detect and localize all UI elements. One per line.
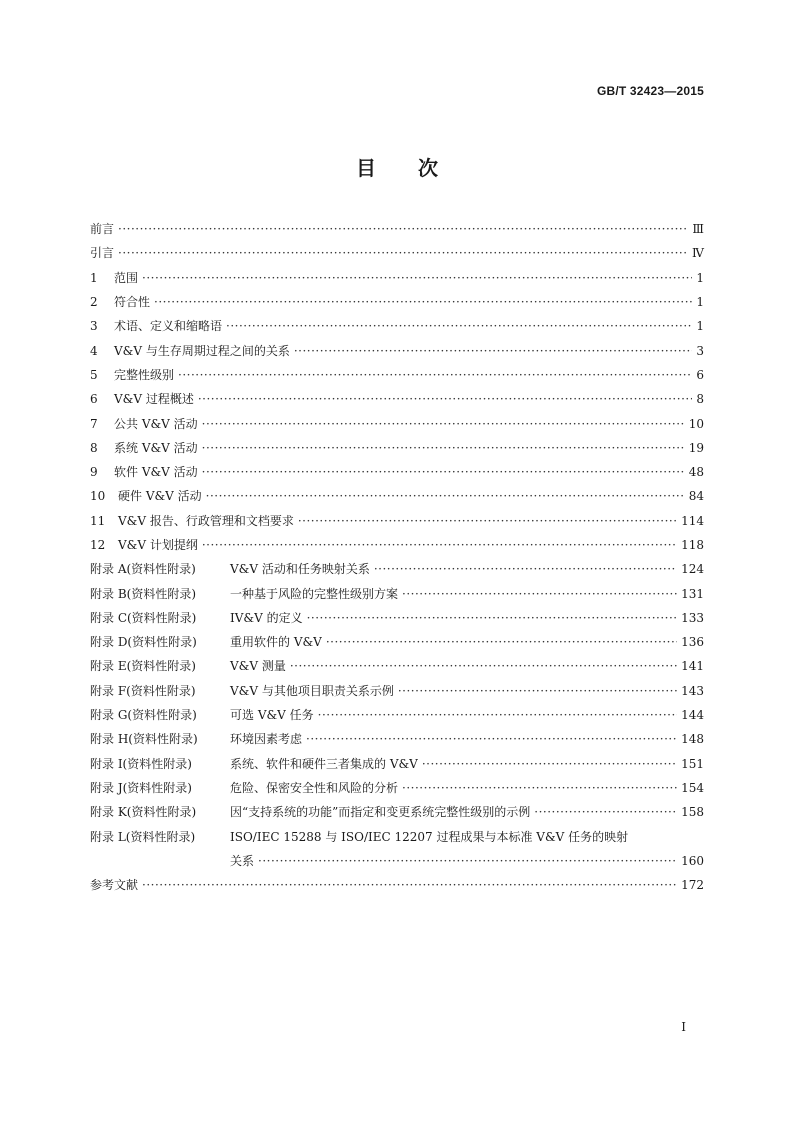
toc-appendix-h[interactable] [90, 727, 704, 751]
toc-entry-label: 引言 [90, 246, 115, 261]
toc-entry-label: V&V 报告、行政管理和文档要求 [118, 513, 294, 528]
toc-entry-label: 参考文献 [90, 878, 139, 893]
toc-entry-label: 软件 V&V 活动 [114, 465, 198, 480]
toc-entry-9[interactable] [90, 460, 704, 484]
toc-entry-page: 10 [688, 416, 704, 431]
toc-leader-dots [206, 489, 685, 503]
toc-leader-dots [142, 878, 677, 892]
toc-entry-page: 141 [681, 659, 704, 674]
appendix-label: 重用软件的 V&V [230, 635, 322, 650]
appendix-prefix: 附录 K(资料性附录) [90, 805, 197, 820]
toc-entry-12[interactable] [90, 533, 704, 557]
toc-leader-dots [202, 441, 685, 455]
toc-appendix-d[interactable] [90, 630, 704, 654]
title-char-1: 目 [356, 156, 376, 180]
toc-entry-number: 4 [90, 343, 98, 358]
toc-entry-page: 48 [688, 465, 704, 480]
appendix-prefix: 附录 L(资料性附录) [90, 830, 196, 845]
toc-entry-number: 1 [90, 270, 98, 285]
toc-leader-dots [294, 344, 693, 358]
toc-entry-page: 8 [696, 392, 704, 407]
toc-appendix-f[interactable] [90, 679, 704, 703]
appendix-label: V&V 测量 [230, 659, 286, 674]
toc-entry-page: 133 [681, 610, 704, 625]
toc-entry-page: 151 [681, 756, 704, 771]
toc-leader-dots [290, 659, 677, 673]
toc-entry-page: 3 [696, 343, 704, 358]
toc-entry-number: 2 [90, 295, 98, 310]
toc-leader-dots [226, 319, 692, 333]
toc-appendix-e[interactable] [90, 654, 704, 678]
toc-entry-6[interactable] [90, 387, 704, 411]
toc-entry-number: 10 [90, 489, 106, 504]
toc-entry-label: 范围 [114, 270, 139, 285]
toc-entry-3[interactable] [90, 314, 704, 338]
toc-entry-number: 11 [90, 513, 106, 528]
toc-appendix-b[interactable] [90, 581, 704, 605]
toc-leader-dots [374, 562, 677, 576]
appendix-prefix: 附录 G(资料性附录) [90, 708, 197, 723]
appendix-prefix: 附录 D(资料性附录) [90, 635, 197, 650]
toc-leader-dots [198, 392, 693, 406]
toc-leader-dots [202, 417, 685, 431]
toc-entry-number: 9 [90, 465, 98, 480]
appendix-label: 系统、软件和硬件三者集成的 V&V [230, 756, 418, 771]
toc-entry-label: V&V 与生存周期过程之间的关系 [114, 343, 290, 358]
appendix-prefix: 附录 J(资料性附录) [90, 780, 192, 795]
toc-entry-4[interactable] [90, 338, 704, 362]
toc-entry-label: 完整性级别 [114, 367, 175, 382]
toc-leader-dots [258, 854, 677, 868]
toc-appendix-c[interactable] [90, 606, 704, 630]
standard-number: GB/T 32423—2015 [596, 84, 704, 98]
toc-entry-page: 124 [681, 562, 704, 577]
appendix-label: V&V 活动和任务映射关系 [230, 562, 370, 577]
toc-entry-page: 158 [681, 805, 704, 820]
toc-entry-page: 1 [696, 319, 704, 334]
appendix-label: 可选 V&V 任务 [230, 708, 314, 723]
toc-entry-page: 6 [696, 367, 704, 382]
appendix-prefix: 附录 F(资料性附录) [90, 683, 196, 698]
appendix-prefix: 附录 B(资料性附录) [90, 586, 196, 601]
toc-entry-page: 160 [681, 853, 704, 868]
toc-appendix-l-continued[interactable] [90, 849, 704, 873]
toc-entry-label: V&V 计划提纲 [118, 538, 198, 552]
toc-entry-page: 84 [688, 489, 704, 504]
toc-entry-page: 172 [681, 878, 704, 893]
toc-leader-dots [298, 514, 677, 528]
toc-entry-foreword[interactable] [90, 217, 704, 241]
toc-entry-page: 1 [696, 295, 704, 310]
toc-appendix-l[interactable] [90, 824, 704, 848]
toc-entry-page: 131 [681, 586, 704, 601]
toc-leader-dots [118, 246, 688, 260]
toc-entry-page: Ⅲ [692, 222, 704, 237]
toc-entry-page: 114 [681, 513, 704, 528]
toc-leader-dots [118, 222, 688, 236]
toc-entry-page: 118 [681, 538, 704, 552]
toc-entry-1[interactable] [90, 266, 704, 290]
toc-entry-2[interactable] [90, 290, 704, 314]
toc-entry-page: 154 [681, 780, 704, 795]
toc-entry-page: 143 [681, 683, 704, 698]
appendix-label: 因“支持系统的功能”而指定和变更系统完整性级别的示例 [230, 805, 531, 820]
toc-entry-page: 136 [681, 635, 704, 650]
toc-leader-dots [306, 732, 677, 746]
appendix-label: 环境因素考虑 [230, 732, 303, 747]
toc-leader-dots [307, 611, 678, 625]
title-char-2: 次 [418, 156, 438, 180]
toc-entry-number: 3 [90, 319, 98, 334]
table-of-contents [90, 217, 704, 897]
toc-leader-dots [422, 757, 677, 771]
toc-leader-dots [154, 295, 692, 309]
toc-appendix-k[interactable] [90, 800, 704, 824]
toc-entry-page: 1 [696, 270, 704, 285]
toc-leader-dots [202, 538, 677, 552]
toc-entry-page: 148 [681, 732, 704, 747]
toc-entry-page: 144 [681, 708, 704, 723]
toc-entry-number: 7 [90, 416, 98, 431]
toc-entry-number: 8 [90, 440, 98, 455]
toc-appendix-j[interactable] [90, 776, 704, 800]
toc-entry-label: 术语、定义和缩略语 [114, 319, 223, 334]
toc-entry-page: Ⅳ [692, 246, 704, 261]
toc-leader-dots [318, 708, 677, 722]
toc-leader-dots [534, 805, 677, 819]
toc-leader-dots [402, 587, 677, 601]
toc-entry-label: 系统 V&V 活动 [114, 440, 198, 455]
toc-entry-page: 19 [688, 440, 704, 455]
appendix-label: 危险、保密安全性和风险的分析 [230, 780, 399, 795]
toc-appendix-a[interactable] [90, 557, 704, 581]
toc-entry-references[interactable] [90, 873, 704, 897]
appendix-prefix: 附录 H(资料性附录) [90, 732, 198, 747]
toc-entry-label: 硬件 V&V 活动 [118, 489, 202, 504]
appendix-label-line-2: 关系 [230, 853, 255, 868]
toc-appendix-g[interactable] [90, 703, 704, 727]
appendix-prefix: 附录 C(资料性附录) [90, 610, 197, 625]
toc-entry-8[interactable] [90, 436, 704, 460]
appendix-label: IV&V 的定义 [230, 610, 303, 625]
page-title [0, 152, 794, 181]
toc-entry-introduction[interactable] [90, 241, 704, 265]
appendix-prefix: 附录 A(资料性附录) [90, 562, 196, 577]
toc-entry-label: V&V 过程概述 [114, 392, 194, 407]
toc-entry-label: 前言 [90, 222, 115, 237]
toc-leader-dots [402, 781, 677, 795]
toc-entry-5[interactable] [90, 363, 704, 387]
toc-entry-10[interactable] [90, 484, 704, 508]
appendix-prefix: 附录 E(资料性附录) [90, 659, 196, 674]
toc-entry-label: 符合性 [114, 295, 151, 310]
toc-appendix-i[interactable] [90, 752, 704, 776]
toc-leader-dots [142, 271, 692, 285]
toc-leader-dots [202, 465, 685, 479]
toc-entry-number: 6 [90, 392, 98, 407]
appendix-prefix: 附录 I(资料性附录) [90, 756, 192, 771]
appendix-label: 一种基于风险的完整性级别方案 [230, 586, 399, 601]
toc-leader-dots [326, 635, 677, 649]
toc-entry-number: 12 [90, 538, 106, 552]
toc-entry-11[interactable] [90, 509, 704, 533]
appendix-label: V&V 与其他项目职责关系示例 [230, 683, 394, 698]
toc-entry-label: 公共 V&V 活动 [114, 416, 198, 431]
appendix-label-line-1: ISO/IEC 15288 与 ISO/IEC 12207 过程成果与本标准 V&V 任务的映射 [230, 830, 629, 845]
toc-entry-number: 5 [90, 367, 98, 382]
toc-entry-7[interactable] [90, 411, 704, 435]
toc-leader-dots [178, 368, 692, 382]
page-number: I [681, 1020, 686, 1034]
toc-leader-dots [398, 684, 677, 698]
